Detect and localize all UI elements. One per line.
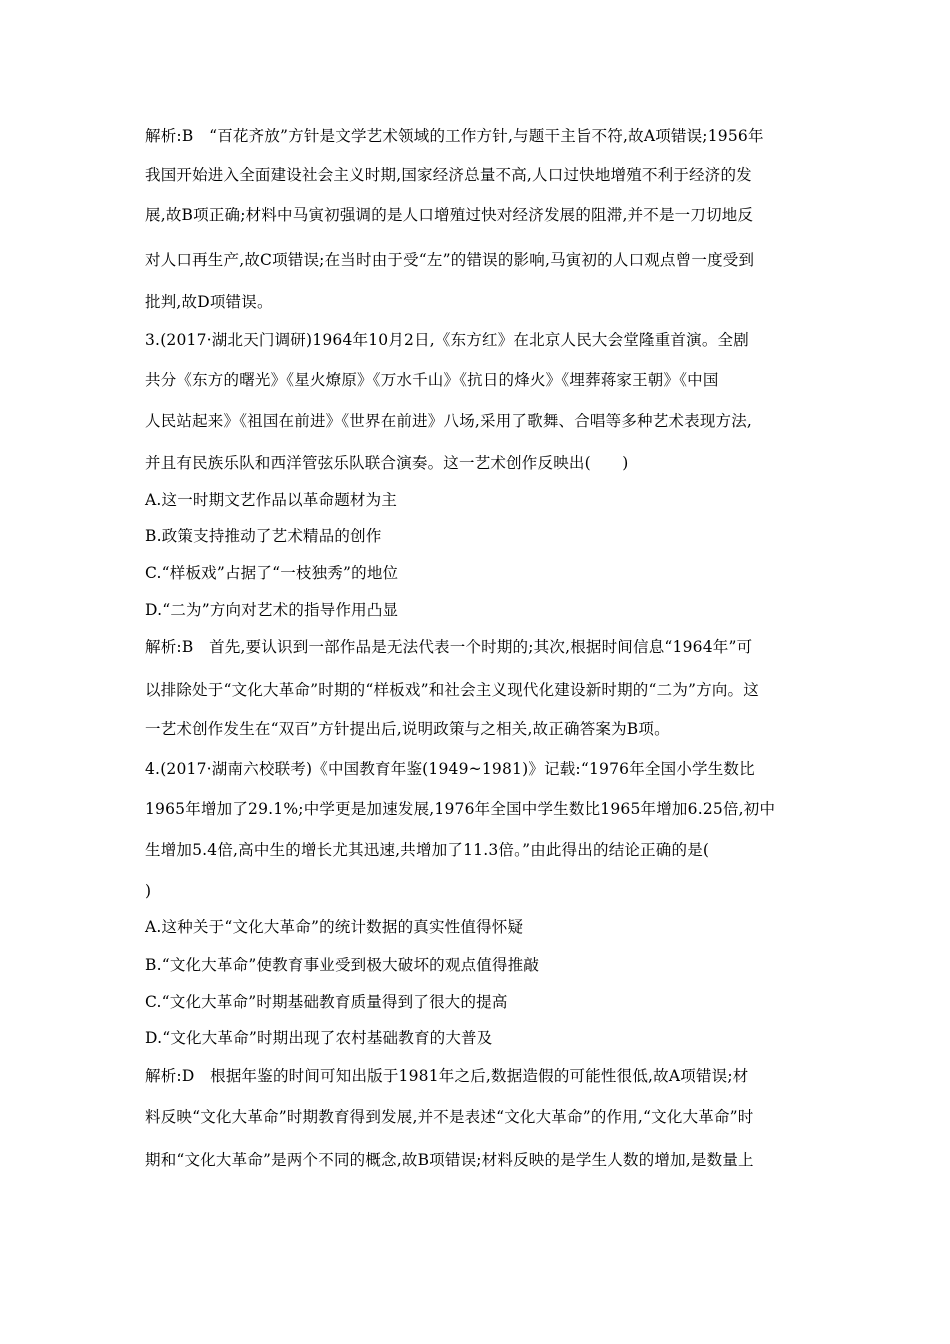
option-a: A.这一时期文艺作品以革命题材为主 (145, 491, 398, 509)
text-line: 1965年增加了29.1%;中学更是加速发展,1976年全国中学生数比1965年增加6.25倍,初中 (145, 800, 776, 818)
text-line: 共分《东方的曙光》《星火燎原》《万水千山》《抗日的烽火》《埋葬蒋家王朝》《中国 (145, 371, 719, 389)
analysis-line: 解析:D 根据年鉴的时间可知出版于1981年之后,数据造假的可能性很低,故A项错误;材 (145, 1067, 749, 1085)
text-line: 我国开始进入全面建设社会主义时期,国家经济总量不高,人口过快地增殖不利于经济的发 (145, 166, 752, 184)
text-line: 人民站起来》《祖国在前进》《世界在前进》八场,采用了歌舞、合唱等多种艺术表现方法, (145, 412, 753, 430)
option-b: B.政策支持推动了艺术精品的创作 (145, 527, 382, 545)
option-c: C.“文化大革命”时期基础教育质量得到了很大的提高 (145, 993, 508, 1011)
option-c: C.“样板戏”占据了“一枝独秀”的地位 (145, 564, 399, 582)
text-line: 批判,故D项错误。 (145, 293, 273, 311)
text-line: ) (145, 882, 152, 900)
option-d: D.“二为”方向对艺术的指导作用凸显 (145, 601, 399, 619)
text-line: 生增加5.4倍,高中生的增长尤其迅速,共增加了11.3倍。”由此得出的结论正确的是( (145, 841, 710, 859)
text-line: 对人口再生产,故C项错误;在当时由于受“左”的错误的影响,马寅初的人口观点曾一度受到 (145, 251, 755, 269)
text-line: 解析:B “百花齐放”方针是文学艺术领域的工作方针,与题干主旨不符,故A项错误;1956年 (145, 127, 764, 145)
text-line: 一艺术创作发生在“双百”方针提出后,说明政策与之相关,故正确答案为B项。 (145, 720, 670, 738)
text-line: 料反映“文化大革命”时期教育得到发展,并不是表述“文化大革命”的作用,“文化大革命”时 (145, 1108, 754, 1126)
analysis-line: 解析:B 首先,要认识到一部作品是无法代表一个时期的;其次,根据时间信息“1964年”可 (145, 638, 753, 656)
option-b: B.“文化大革命”使教育事业受到极大破坏的观点值得推敲 (145, 956, 540, 974)
text-line: 展,故B项正确;材料中马寅初强调的是人口增殖过快对经济发展的阻滞,并不是一刀切地反 (145, 206, 754, 224)
option-d: D.“文化大革命”时期出现了农村基础教育的大普及 (145, 1029, 493, 1047)
question-3-stem: 3.(2017·湖北天门调研)1964年10月2日,《东方红》在北京人民大会堂隆重首演。全剧 (145, 331, 749, 349)
question-4-stem: 4.(2017·湖南六校联考)《中国教育年鉴(1949~1981)》记载:“1976年全国小学生数比 (145, 760, 755, 778)
text-line: 并且有民族乐队和西洋管弦乐队联合演奏。这一艺术创作反映出( ) (145, 454, 629, 472)
option-a: A.这种关于“文化大革命”的统计数据的真实性值得怀疑 (145, 918, 524, 936)
text-line: 以排除处于“文化大革命”时期的“样板戏”和社会主义现代化建设新时期的“二为”方向。这 (145, 681, 759, 699)
text-line: 期和“文化大革命”是两个不同的概念,故B项错误;材料反映的是学生人数的增加,是数量上 (145, 1151, 754, 1169)
